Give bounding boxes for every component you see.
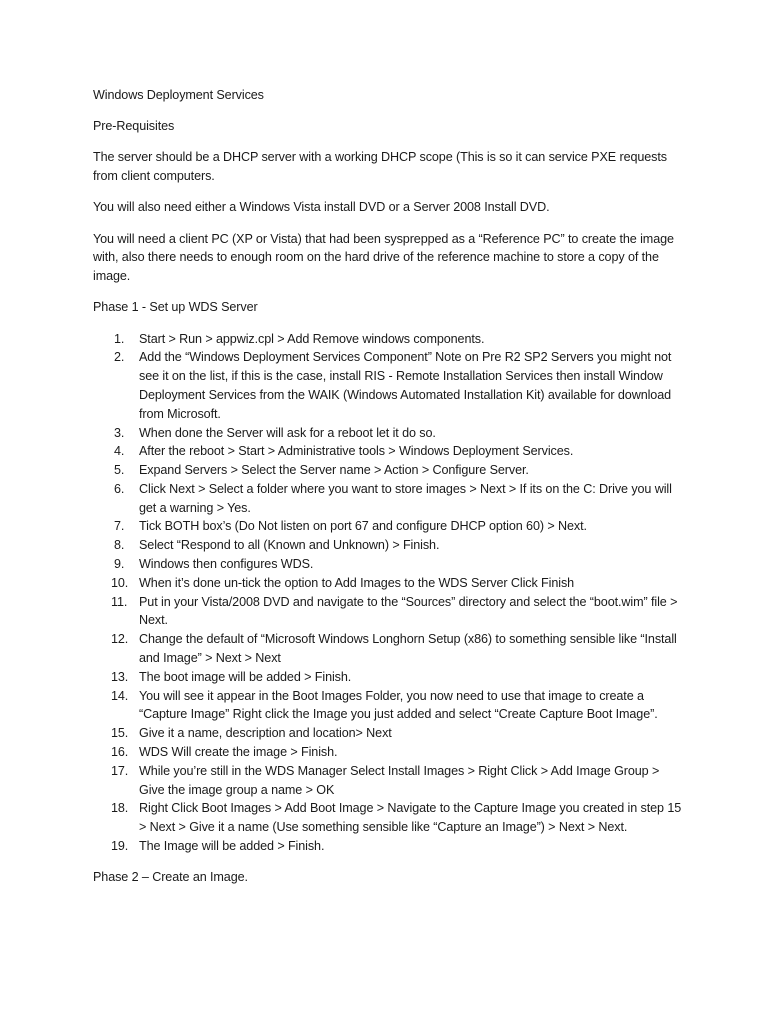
list-item [93, 837, 683, 856]
step-text: You will see it appear in the Boot Images Folder, you now need to use that image to create a “Capture Image” Right click the Image you just added and select “Create Capture Boot Image”. [139, 688, 658, 722]
step-number: 13. [111, 669, 129, 684]
step-number: 15. [111, 726, 129, 741]
list-item [93, 762, 683, 800]
list-item [93, 442, 683, 461]
step-number: 3. [114, 425, 125, 440]
list-item [93, 424, 683, 443]
step-text: Tick BOTH box’s (Do Not listen on port 67 and configure DHCP option 60) > Next. [139, 519, 587, 534]
list-item [93, 536, 683, 555]
list-item [93, 517, 683, 536]
step-text: Put in your Vista/2008 DVD and navigate to the “Sources” directory and select the “boot.wim” file > Next. [139, 594, 678, 628]
list-item [93, 668, 683, 687]
step-text: WDS Will create the image > Finish. [139, 745, 338, 760]
step-number: 1. [114, 331, 125, 346]
step-text: Select “Respond to all (Known and Unknown) > Finish. [139, 538, 440, 553]
step-number: 6. [114, 481, 125, 496]
list-item [93, 480, 683, 518]
step-text: Windows then configures WDS. [139, 557, 314, 572]
step-text: The Image will be added > Finish. [139, 839, 325, 854]
list-item [93, 555, 683, 574]
list-item [93, 330, 683, 349]
paragraph-reference-pc: You will need a client PC (XP or Vista) that had been sysprepped as a “Reference PC” to create the image with, also there needs to enough room on the hard drive of the reference machine to store a copy of the image. [93, 231, 674, 284]
step-text: Right Click Boot Images > Add Boot Image > Navigate to the Capture Image you created in step 15 > Next > Give it a name (Use something sensible like “Capture an Image”) > Next > Next. [139, 801, 682, 835]
step-number: 9. [114, 557, 125, 572]
list-item [93, 461, 683, 480]
step-text: Change the default of “Microsoft Windows Longhorn Setup (x86) to something sensible like “Install and Image” > Next > Next [139, 632, 677, 666]
list-item [93, 799, 683, 837]
step-number: 2. [114, 350, 125, 365]
document-title: Windows Deployment Services [93, 88, 264, 102]
document-body [93, 86, 683, 899]
list-item [93, 687, 683, 725]
step-number: 16. [111, 745, 129, 760]
step-number: 11. [111, 594, 128, 609]
step-number: 14. [111, 688, 129, 703]
phase2-heading: Phase 2 – Create an Image. [93, 870, 248, 885]
list-item [93, 574, 683, 593]
step-text: After the reboot > Start > Administrative tools > Windows Deployment Services. [139, 444, 574, 459]
step-text: While you’re still in the WDS Manager Select Install Images > Right Click > Add Image Group > Give the image group a name > OK [139, 763, 660, 797]
step-text: Click Next > Select a folder where you want to store images > Next > If its on the C: Drive you will get a warning > Yes. [139, 481, 672, 515]
paragraph-dvd: You will also need either a Windows Vista install DVD or a Server 2008 Install DVD. [93, 200, 550, 215]
list-item [93, 348, 683, 423]
step-text: Add the “Windows Deployment Services Component” Note on Pre R2 SP2 Servers you might not see it on the list, if this is the case, install RIS - Remote Installation Services then install Window Deployment Services from the WAIK (Windows Automated Installation Kit) available for download from Microsoft. [139, 350, 672, 421]
list-item [93, 630, 683, 668]
step-text: When done the Server will ask for a reboot let it do so. [139, 425, 436, 440]
step-number: 10. [111, 575, 129, 590]
step-text: The boot image will be added > Finish. [139, 669, 352, 684]
step-number: 18. [111, 801, 129, 816]
step-text: Start > Run > appwiz.cpl > Add Remove windows components. [139, 331, 485, 346]
step-number: 17. [111, 763, 129, 778]
step-number: 19. [111, 839, 129, 854]
step-number: 12. [111, 632, 129, 647]
step-text: Expand Servers > Select the Server name > Action > Configure Server. [139, 463, 529, 478]
prereq-heading: Pre-Requisites [93, 119, 175, 134]
step-text: When it’s done un-tick the option to Add Images to the WDS Server Click Finish [139, 575, 575, 590]
phase1-steps-list [93, 330, 683, 856]
list-item [93, 593, 683, 631]
step-number: 7. [114, 519, 125, 534]
step-number: 8. [114, 538, 125, 553]
list-item [93, 743, 683, 762]
phase1-heading: Phase 1 - Set up WDS Server [93, 300, 258, 315]
step-text: Give it a name, description and location> Next [139, 726, 392, 741]
step-number: 4. [114, 444, 125, 459]
step-number: 5. [114, 463, 125, 478]
list-item [93, 724, 683, 743]
paragraph-dhcp: The server should be a DHCP server with a working DHCP scope (This is so it can service PXE requests from client computers. [93, 150, 667, 184]
